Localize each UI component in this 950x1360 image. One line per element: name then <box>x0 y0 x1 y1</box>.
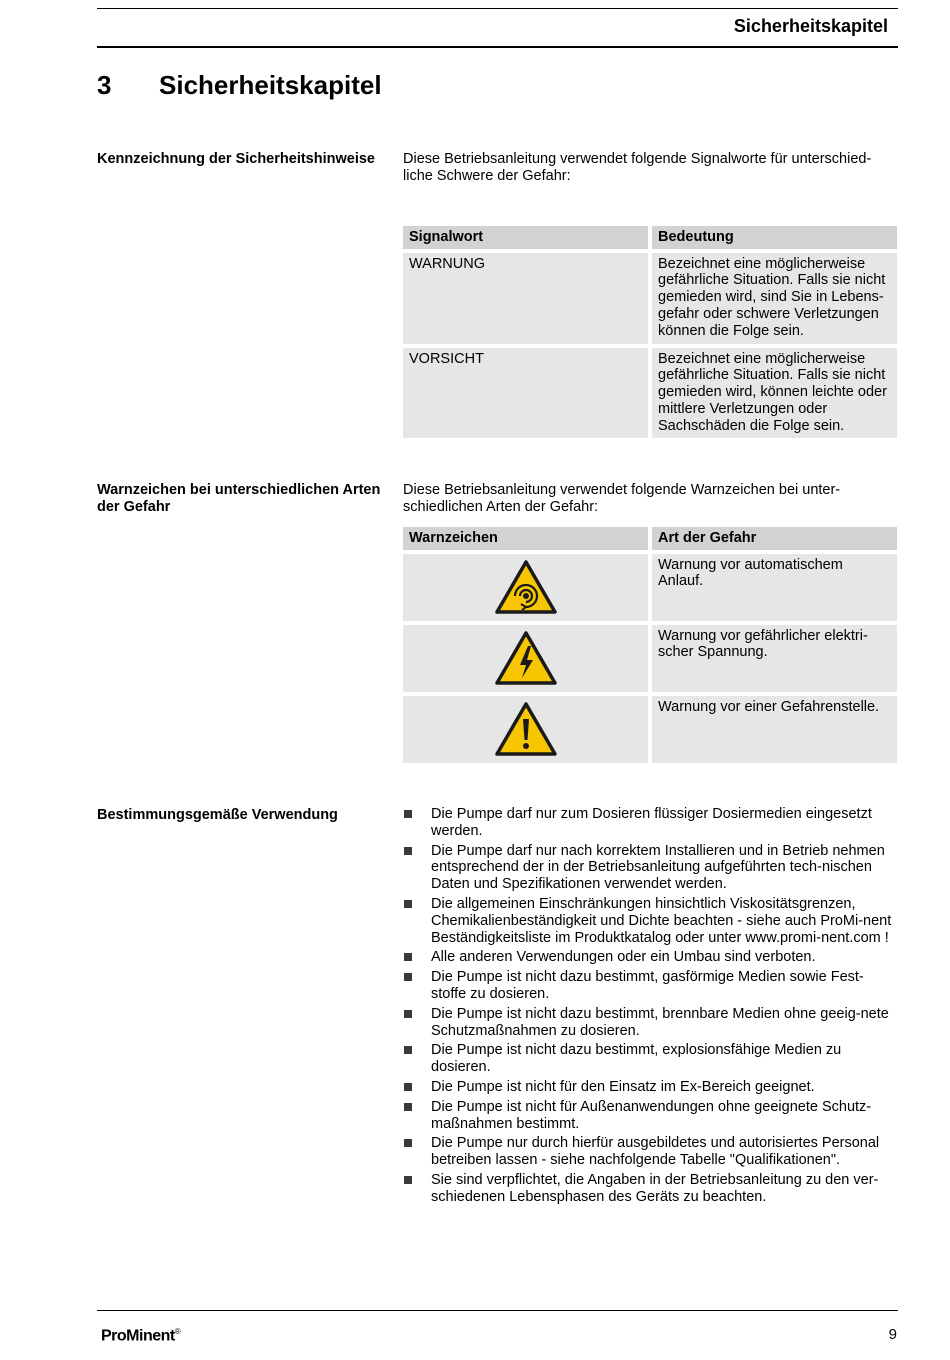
section-heading-warning-signs: Warnzeichen bei unterschiedlichen Arten der Gefahr <box>97 482 381 515</box>
bullet-square-icon <box>404 953 412 961</box>
hazard-type-cell: Warnung vor einer Gefahrenstelle. <box>652 696 897 763</box>
signal-word-cell: WARNUNG <box>403 253 648 344</box>
warning-sign-cell <box>403 696 648 763</box>
bullet-square-icon <box>404 847 412 855</box>
column-header-hazard-type: Art der Gefahr <box>652 527 897 550</box>
electrical-voltage-warning-icon <box>494 630 558 686</box>
section-heading-signal-words: Kennzeichnung der Sicherheitshinweise <box>97 151 375 167</box>
table-row <box>403 554 897 621</box>
running-header-title: Sicherheitskapitel <box>733 16 888 36</box>
meaning-cell: Bezeichnet eine möglicherweise gefährliche Situation. Falls sie nicht gemieden wird, sind Sie in Lebens-gefahr oder schwere Verletzungen können die Folge sein. <box>652 253 897 344</box>
section-heading-intended-use: Bestimmungsgemäße Verwendung <box>97 807 338 823</box>
list-item-text: Die Pumpe nur durch hierfür ausgebildetes und autorisiertes Personal betreiben lassen - siehe nachfolgende Tabelle "Qualifikationen". <box>431 1135 880 1169</box>
list-item-text: Die allgemeinen Einschränkungen hinsichtlich Viskositätsgrenzen, Chemikalienbeständigkeit und Dichte beachten - siehe auch ProMi-nent Beständigkeitsliste im Produktkatalog oder unter www.promi-nent.com ! <box>431 895 892 946</box>
bullet-square-icon <box>404 900 412 908</box>
list-item-text: Alle anderen Verwendungen oder ein Umbau sind verboten. <box>431 949 816 966</box>
footer-rule <box>97 1310 898 1311</box>
list-item <box>403 1172 898 1206</box>
meaning-cell: Bezeichnet eine möglicherweise gefährliche Situation. Falls sie nicht gemieden wird, können leichte oder mittlere Verletzungen oder Sachschäden die Folge sein. <box>652 348 897 438</box>
list-item-text: Die Pumpe ist nicht dazu bestimmt, gasförmige Medien sowie Fest-stoffe zu dosieren. <box>431 969 864 1002</box>
table-row <box>403 253 897 344</box>
list-item <box>403 1006 898 1040</box>
hazard-type-cell: Warnung vor automatischem Anlauf. <box>652 554 897 621</box>
prominent-logo <box>101 1327 180 1345</box>
chapter-number: 3 <box>97 70 112 100</box>
signal-words-table <box>403 226 897 442</box>
bullet-square-icon <box>404 1046 412 1054</box>
list-item <box>403 1099 898 1133</box>
table-header-row <box>403 527 897 550</box>
bullet-square-icon <box>404 1139 412 1147</box>
header-rule <box>97 46 898 48</box>
registered-mark: ® <box>174 1327 181 1336</box>
table-row <box>403 625 897 692</box>
list-item <box>403 969 898 1003</box>
general-danger-warning-icon <box>494 701 558 757</box>
list-item <box>403 1042 898 1076</box>
column-header-warning-sign: Warnzeichen <box>403 527 648 550</box>
bullet-square-icon <box>404 1176 412 1184</box>
automatic-start-warning-icon <box>494 559 558 615</box>
bullet-square-icon <box>404 1010 412 1018</box>
signal-word-cell: VORSICHT <box>403 348 648 438</box>
bullet-square-icon <box>404 1103 412 1111</box>
list-item-text: Die Pumpe ist nicht für Außenanwendungen ohne geeignete Schutz-maßnahmen bestimmt. <box>431 1098 872 1132</box>
list-item-text: Sie sind verpflichtet, die Angaben in der Betriebsanleitung zu den ver-schiedenen Lebensphasen des Geräts zu beachten. <box>431 1171 879 1205</box>
table-header-row <box>403 226 897 249</box>
list-item-text: Die Pumpe ist nicht für den Einsatz im Ex-Bereich geeignet. <box>431 1078 815 1095</box>
warning-sign-cell <box>403 554 648 621</box>
chapter-title: Sicherheitskapitel <box>159 70 382 100</box>
list-item <box>403 1079 898 1096</box>
column-header-meaning: Bedeutung <box>652 226 897 249</box>
signal-words-intro: Diese Betriebsanleitung verwendet folgende Signalworte für unterschied-liche Schwere der Gefahr: <box>403 151 872 184</box>
chapter-heading <box>97 70 382 101</box>
list-item-text: Die Pumpe darf nur zum Dosieren flüssiger Dosiermedien eingesetzt werden. <box>431 806 872 839</box>
table-row <box>403 696 897 763</box>
warning-signs-table <box>403 527 897 767</box>
top-rule <box>97 8 898 9</box>
list-item <box>403 843 898 893</box>
hazard-type-cell: Warnung vor gefährlicher elektri-scher Spannung. <box>652 625 897 692</box>
page-number: 9 <box>888 1326 897 1343</box>
intended-use-list <box>403 806 898 1209</box>
list-item <box>403 806 898 840</box>
bullet-square-icon <box>404 1083 412 1091</box>
warning-sign-cell <box>403 625 648 692</box>
list-item <box>403 949 898 966</box>
bullet-square-icon <box>404 973 412 981</box>
list-item <box>403 1135 898 1169</box>
bullet-square-icon <box>404 810 412 818</box>
warning-signs-intro: Diese Betriebsanleitung verwendet folgende Warnzeichen bei unter-schiedlichen Arten der Gefahr: <box>403 482 841 515</box>
list-item-text: Die Pumpe ist nicht dazu bestimmt, brennbare Medien ohne geeig-nete Schutzmaßnahmen zu dosieren. <box>431 1005 889 1039</box>
list-item-text: Die Pumpe darf nur nach korrektem Installieren und in Betrieb nehmen entsprechend der in der Betriebsanleitung aufgeführten tech-nischen Daten und Spezifikationen verwendet werden. <box>431 842 885 893</box>
list-item-text: Die Pumpe ist nicht dazu bestimmt, explosionsfähige Medien zu dosieren. <box>431 1042 842 1076</box>
logo-text: ProMinent <box>101 1327 175 1345</box>
table-row <box>403 348 897 438</box>
list-item <box>403 896 898 946</box>
column-header-signal-word: Signalwort <box>403 226 648 249</box>
